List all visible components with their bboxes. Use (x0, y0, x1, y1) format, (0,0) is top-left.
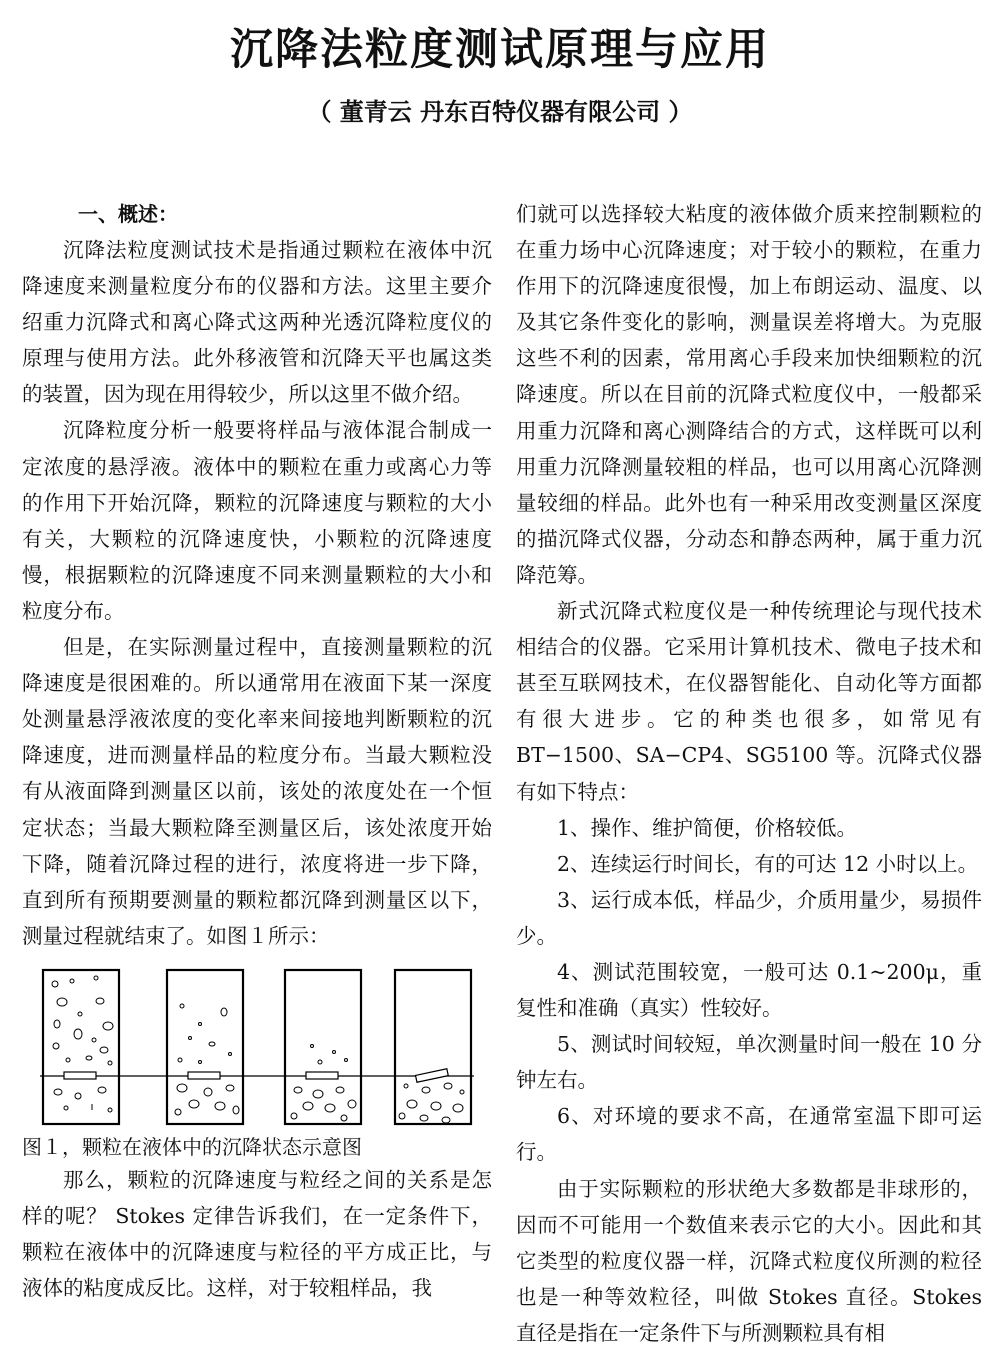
paragraph: 由于实际颗粒的形状绝大多数都是非球形的，因而不可能用一个数值来表示它的大小。因此和其它类型的粒度仪器一样，沉降式粒度仪所测的粒径也是一种等效粒径，叫做 Stokes 直径。Stokes 直径是指在一定条件下与所测颗粒具有相 (516, 1176, 982, 1345)
tube-4 (395, 970, 471, 1124)
list-item: 4、测试范围较宽，一般可达 0.1~200μ，重复性和准确（真实）性较好。 (516, 959, 982, 1021)
particles-tube-2 (175, 1004, 239, 1115)
list-item: 6、对环境的要求不高，在通常室温下即可运行。 (516, 1104, 982, 1165)
particles-tube-4 (399, 1083, 464, 1123)
article-title: 沉降法粒度测试原理与应用 (230, 25, 770, 75)
figure-caption: 图１，颗粒在液体中的沉降状态示意图 (22, 1134, 362, 1159)
paragraph: 沉降法粒度测试技术是指通过颗粒在液体中沉降速度来测量粒度分布的仪器和方法。这里主要介绍重力沉降式和离心降式这两种光透沉降粒度仪的原理与使用方法。此外移液管和沉降天平也属这类的装置，因为现在用得较少，所以这里不做介绍。 (22, 238, 492, 407)
paragraph: 但是，在实际测量过程中，直接测量颗粒的沉降速度是很困难的。所以通常用在液面下某一深度处测量悬浮液浓度的变化率来间接地判断颗粒的沉降速度，进而测量样品的粒度分布。当最大颗粒没有从液面降到测量区以前，该处的浓度处在一个恒定状态；当最大颗粒降至测量区后，该处浓度开始下降，随着沉降过程的进行，浓度将进一步下降，直到所有预期要测量的颗粒都沉降到测量区以下，测量过程就结束了。如图１所示： (22, 635, 492, 948)
particles-tube-1 (52, 976, 113, 1112)
particles-tube-3 (291, 1044, 356, 1121)
paragraph: 们就可以选择较大粘度的液体做介质来控制颗粒的在重力场中心沉降速度；对于较小的颗粒，在重力作用下的沉降速度很慢，加上布朗运动、温度、以及其它条件变化的影响，测量误差将增大。为克服这些不利的因素，常用离心手段来加快细颗粒的沉降速度。所以在目前的沉降式粒度仪中，一般都采用重力沉降和离心测降结合的方式，这样既可以利用重力沉降测量较粗的样品，也可以用离心沉降测量较细的样品。此外也有一种采用改变测量区深度的描沉降式仪器，分动态和静态两种，属于重力沉降范筹。 (516, 202, 982, 587)
paragraph: 那么，颗粒的沉降速度与粒经之间的关系是怎样的呢？ Stokes 定律告诉我们，在一定条件下，颗粒在液体中的沉降速度与粒径的平方成正比，与液体的粘度成反比。这样，对于较粗样品，我 (22, 1167, 492, 1301)
right-column (516, 196, 982, 1351)
list-item: 1、操作、维护简便，价格较低。 (557, 815, 858, 840)
left-column (22, 196, 492, 1306)
paragraph: 新式沉降式粒度仪是一种传统理论与现代技术相结合的仪器。它采用计算机技术、微电子技术和甚至互联网技术，在仪器智能化、自动化等方面都有很大进步。它的种类也很多，如常见有 BT−1500、SA−CP4、SG5100 等。沉降式仪器有如下特点： (516, 599, 982, 804)
sedimentation-figure (22, 966, 492, 1132)
tube-1 (43, 970, 119, 1124)
list-item: 3、运行成本低，样品少，介质用量少，易损件少。 (516, 887, 982, 948)
list-item: 5、测试时间较短，单次测量时间一般在 10 分钟左右。 (516, 1032, 982, 1093)
paragraph: 沉降粒度分析一般要将样品与液体混合制成一定浓度的悬浮液。液体中的颗粒在重力或离心力等的作用下开始沉降，颗粒的沉降速度与颗粒的大小有关，大颗粒的沉降速度快，小颗粒的沉降速度慢，根据颗粒的沉降速度不同来测量颗粒的大小和粒度分布。 (22, 418, 492, 623)
author-byline: （ 董青云 丹东百特仪器有限公司 ） (307, 97, 693, 126)
section-heading: 一、概述： (78, 202, 178, 226)
tube-2 (167, 970, 243, 1124)
sedimentation-diagram (22, 966, 492, 1132)
list-item: 2、连续运行时间长，有的可达 12 小时以上。 (557, 851, 979, 876)
